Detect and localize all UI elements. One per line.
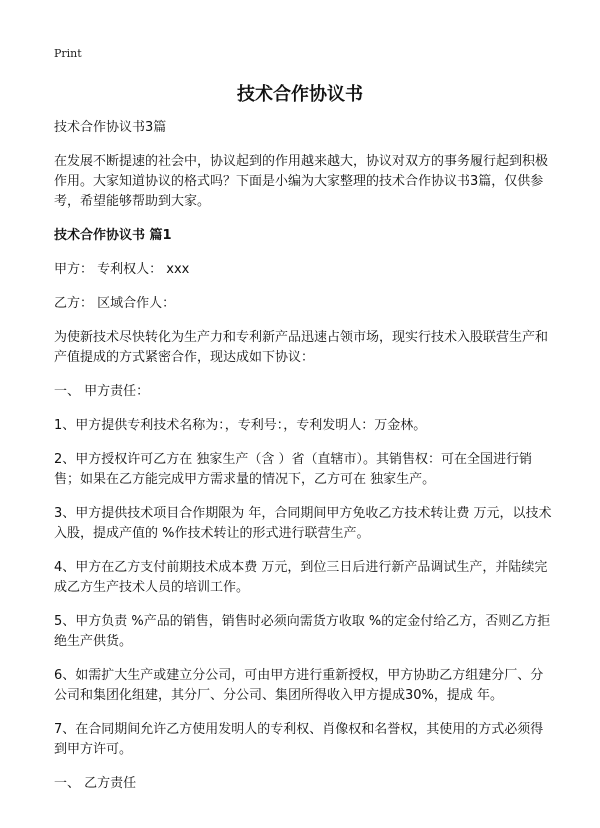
clause-7: 7、在合同期间允许乙方使用发明人的专利权、肖像权和名誉权，其使用的方式必须得到甲方许可。 xyxy=(54,722,544,757)
party-b-duties-heading: 一、 乙方责任 xyxy=(54,776,137,791)
print-link[interactable]: Print xyxy=(54,47,82,60)
clause-1: 1、甲方提供专利技术名称为：，专利号：，专利发明人：万金林。 xyxy=(54,418,427,433)
party-b-line: 乙方： 区域合作人： xyxy=(54,296,176,311)
party-a-duties-heading: 一、 甲方责任： xyxy=(54,384,150,399)
document-subtitle: 技术合作协议书3篇 xyxy=(54,120,167,135)
clause-3: 3、甲方提供技术项目合作期限为 年，合同期间甲方免收乙方技术转让费 万元，以技术入股，提成产值的 %作技术转让的形式进行联营生产。 xyxy=(54,506,552,541)
clause-6: 6、如需扩大生产或建立分公司，可由甲方进行重新授权，甲方协助乙方组建分厂、分公司和集团化组建，其分厂、分公司、集团所得收入甲方提成30%，提成 年。 xyxy=(54,668,544,703)
clause-5: 5、甲方负责 %产品的销售，销售时必须向需货方收取 %的定金付给乙方，否则乙方拒绝生产供货。 xyxy=(54,614,551,649)
document-body xyxy=(54,118,554,808)
clause-2: 2、甲方授权许可乙方在 独家生产（含 ）省（直辖市）。其销售权：可在全国进行销售；如果在乙方能完成甲方需求量的情况下，乙方可在 独家生产。 xyxy=(54,452,533,487)
document-title: 技术合作协议书 xyxy=(237,84,363,105)
section-heading: 技术合作协议书 篇1 xyxy=(54,228,172,243)
intro-paragraph: 在发展不断提速的社会中，协议起到的作用越来越大，协议对双方的事务履行起到积极作用。大家知道协议的格式吗？下面是小编为大家整理的技术合作协议书3篇，仅供参考，希望能够帮助到大家。 xyxy=(54,154,549,209)
purpose-paragraph: 为使新技术尽快转化为生产力和专利新产品迅速占领市场，现实行技术入股联营生产和产值提成的方式紧密合作，现达成如下协议： xyxy=(54,330,549,365)
party-a-line: 甲方： 专利权人： xxx xyxy=(54,262,190,277)
clause-4: 4、甲方在乙方支付前期技术成本费 万元，到位三日后进行新产品调试生产，并陆续完成乙方生产技术人员的培训工作。 xyxy=(54,560,548,595)
